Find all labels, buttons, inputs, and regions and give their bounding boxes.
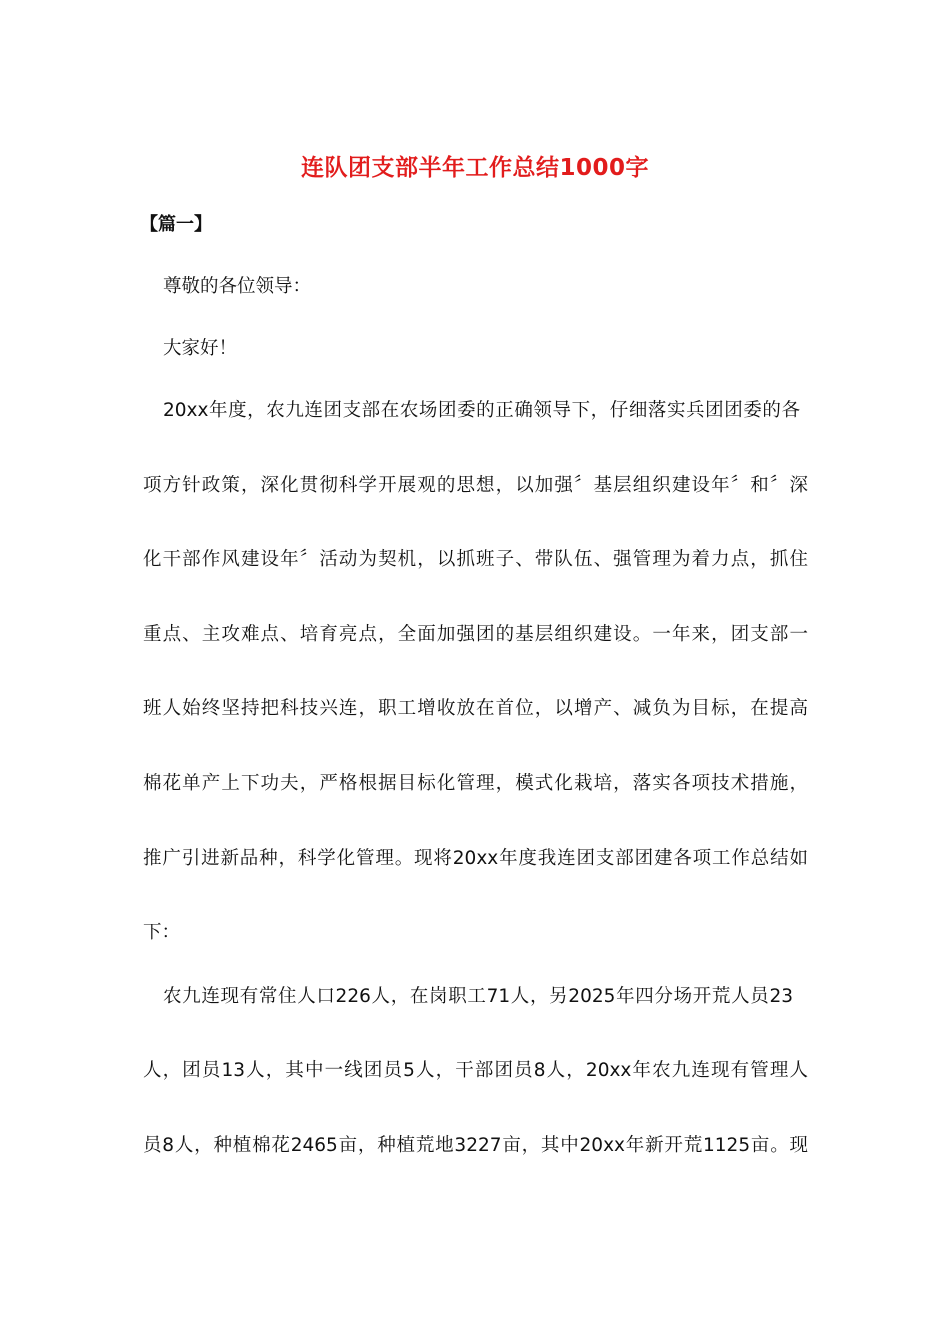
paragraph-line: 班人始终坚持把科技兴连，职工增收放在首位，以增产、减负为目标，在提高: [143, 698, 808, 719]
paragraph-line: 推广引进新品种，科学化管理。现将20xx年度我连团支部团建各项工作总结如: [143, 848, 808, 869]
paragraph-line: 人，团员13人，其中一线团员5人，干部团员8人，20xx年农九连现有管理人: [143, 1060, 808, 1081]
document-title: 连队团支部半年工作总结1000字: [300, 155, 649, 181]
paragraph-line: 员8人，种植棉花2465亩，种植荒地3227亩，其中20xx年新开荒1125亩。现: [143, 1135, 808, 1156]
section-label: 【篇一】: [140, 214, 212, 235]
paragraph-line: 20xx年度，农九连团支部在农场团委的正确领导下，仔细落实兵团团委的各: [163, 400, 800, 421]
paragraph-line: 棉花单产上下功夫，严格根据目标化管理，模式化栽培，落实各项技术措施，: [143, 773, 808, 794]
paragraph-line: 化干部作风建设年〞活动为契机，以抓班子、带队伍、强管理为着力点，抓住: [143, 549, 808, 570]
greeting-line: 大家好！: [163, 338, 238, 359]
paragraph-line: 项方针政策，深化贯彻科学开展观的思想，以加强〞基层组织建设年〞和〞深: [143, 475, 808, 496]
paragraph-line: 重点、主攻难点、培育亮点，全面加强团的基层组织建设。一年来，团支部一: [143, 624, 808, 645]
paragraph-line: 农九连现有常住人口226人，在岗职工71人，另2025年四分场开荒人员23: [163, 986, 793, 1007]
paragraph-line: 下：: [143, 922, 181, 943]
salutation-line: 尊敬的各位领导：: [163, 276, 312, 297]
